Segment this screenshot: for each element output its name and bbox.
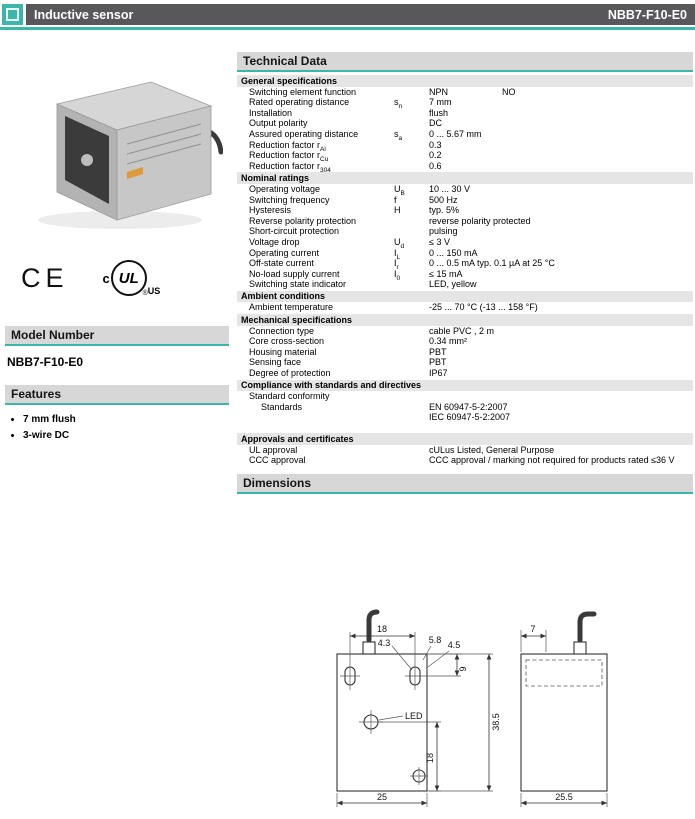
spec-label: Installation: [249, 107, 293, 118]
spec-symbol: [394, 455, 429, 466]
ce-mark: CE: [21, 262, 69, 293]
table-section-header: Compliance with standards and directives: [237, 380, 693, 392]
dim-offset-a: 5.8: [428, 634, 442, 645]
feature-item: • 3-wire DC: [23, 430, 229, 441]
spec-symbol: [394, 279, 429, 290]
spec-row: [237, 97, 693, 108]
dim-side-width: 25.5: [555, 791, 573, 802]
header-model-number: NBB7-F10-E0: [607, 7, 687, 22]
accent-rule: [0, 27, 695, 30]
spec-row: [237, 108, 693, 119]
spec-value: ≤ 15 mA: [429, 268, 463, 279]
spec-label: Rated operating distance: [249, 97, 350, 108]
spec-value: 7 mm: [429, 97, 452, 108]
spec-symbol: $U_d$: [394, 236, 405, 250]
feature-list: [23, 414, 229, 441]
spec-row: [237, 216, 693, 227]
spec-value: 0 ... 150 mA: [429, 247, 478, 258]
spec-value: [429, 391, 693, 402]
spec-value: cULus Listed, General Purpose: [429, 444, 555, 455]
spec-value: CCC approval / marking not required for products rated ≤36 V: [429, 455, 675, 466]
spec-row: [237, 402, 693, 423]
spec-symbol: [394, 336, 429, 347]
spec-value: 0 ... 5.67 mm: [429, 128, 482, 139]
spec-label: Ambient temperature: [249, 302, 334, 313]
dim-depth: 9: [458, 666, 468, 672]
spec-row: [237, 347, 693, 358]
spec-symbol: [394, 108, 429, 119]
spec-label: No-load supply current: [249, 268, 340, 279]
spec-symbol: $I_0$: [394, 268, 401, 282]
ul-mark-us: US: [147, 286, 161, 296]
spec-label: Assured operating distance: [249, 128, 359, 139]
dim-height: 38.5: [491, 713, 501, 731]
spec-label: Switching frequency: [249, 194, 330, 205]
technical-data-header: Technical Data: [237, 52, 693, 72]
spec-label: Off-state current: [249, 258, 314, 269]
dimension-drawing: [237, 504, 693, 819]
spec-symbol: [394, 216, 429, 227]
feature-item: • 7 mm flush: [23, 414, 229, 425]
spec-value: pulsing: [429, 226, 458, 237]
spec-row: [237, 336, 693, 347]
spec-value: 0.6: [429, 160, 442, 171]
table-section-header: Approvals and certificates: [237, 433, 693, 445]
spec-row: [237, 226, 693, 237]
spec-value: 0.3: [429, 139, 442, 150]
spec-value: DC: [429, 118, 442, 129]
spec-label: Housing material: [249, 346, 317, 357]
spec-row: [237, 269, 693, 280]
spec-value: PBT: [429, 357, 447, 368]
spec-row: [237, 368, 693, 379]
spec-label: Reverse polarity protection: [249, 215, 357, 226]
spec-label: Hysteresis: [249, 205, 292, 216]
spec-value: 500 Hz: [429, 194, 458, 205]
dimension-drawing-svg: [237, 504, 695, 814]
spec-value: IP67: [429, 368, 448, 379]
brand-logo-icon: [2, 4, 23, 25]
spec-label: UL approval: [249, 444, 298, 455]
table-section-header: Mechanical specifications: [237, 314, 693, 326]
header-bar: [26, 4, 695, 25]
spec-label: Degree of protection: [249, 368, 331, 379]
spec-label: Reduction factor $r_{Cu}$: [249, 150, 329, 163]
ul-mark: [103, 260, 161, 296]
spec-symbol: [394, 326, 429, 337]
table-section-header: Nominal ratings: [237, 172, 693, 184]
spec-label: Switching element function: [249, 86, 357, 97]
product-type-title: Inductive sensor: [34, 7, 134, 22]
spec-symbol: H: [394, 205, 401, 216]
spec-symbol: [394, 357, 429, 368]
spec-value: typ. 5%: [429, 205, 460, 216]
spec-row: [237, 161, 693, 172]
spec-label: Switching state indicator: [249, 279, 347, 290]
spec-value: 0.2: [429, 150, 442, 161]
spec-symbol: [394, 302, 429, 313]
spec-symbol: [394, 347, 429, 358]
table-section-header: General specifications: [237, 75, 693, 87]
spec-label: Reduction factor $r_{304}$: [249, 160, 331, 174]
spec-row: [237, 258, 693, 269]
spec-value: cable PVC , 2 m: [429, 325, 495, 336]
page-content: [5, 52, 693, 805]
spec-value: 0 ... 0.5 mA typ. 0.1 µA at 25 °C: [429, 258, 555, 269]
ul-mark-circle: [111, 260, 147, 296]
spec-symbol: [394, 368, 429, 379]
registered-icon: ®: [142, 290, 148, 297]
spec-row: [237, 391, 693, 402]
spec-row: [237, 248, 693, 259]
spec-label: Voltage drop: [249, 236, 300, 247]
ul-mark-core: UL: [118, 269, 139, 287]
spec-row: [237, 140, 693, 151]
spec-row: [237, 129, 693, 140]
spec-value: NPN NO: [429, 86, 516, 97]
certification-marks: [5, 240, 229, 312]
spec-row: [237, 87, 693, 98]
spec-value: -25 ... 70 °C (-13 ... 158 °F): [429, 302, 538, 313]
spec-symbol: [394, 87, 429, 98]
spec-symbol: $I_L$: [394, 247, 401, 261]
dim-offset-b: 4.5: [447, 639, 461, 650]
spec-row: [237, 326, 693, 337]
spec-value: reverse polarity protected: [429, 215, 531, 226]
technical-data-table: [237, 75, 693, 466]
dimensions-header: Dimensions: [237, 474, 693, 494]
spec-symbol: [394, 118, 429, 129]
spec-symbol: [394, 140, 429, 151]
spec-symbol: [394, 391, 429, 402]
spec-symbol: [394, 161, 429, 172]
spec-label: Reduction factor $r_{Al}$: [249, 139, 326, 153]
spec-symbol: [394, 150, 429, 161]
spec-label: Operating current: [249, 247, 320, 258]
spec-symbol: [394, 226, 429, 237]
spec-row: [237, 118, 693, 129]
spec-label: CCC approval: [249, 455, 306, 466]
spec-value: PBT: [429, 346, 447, 357]
ul-mark-c: c: [102, 270, 110, 286]
spec-value: 10 ... 30 V: [429, 183, 471, 194]
spec-row: [237, 279, 693, 290]
spec-value: LED, yellow: [429, 279, 477, 290]
spec-row: [237, 455, 693, 466]
spec-symbol: [394, 402, 429, 423]
product-photo: [5, 54, 229, 240]
dim-front-width: 25: [376, 791, 388, 802]
spec-label: Standards: [261, 401, 303, 412]
dim-side-top: 7: [530, 623, 536, 634]
spec-row: [237, 237, 693, 248]
spec-label: Connection type: [249, 325, 315, 336]
page-header: [0, 4, 695, 25]
spec-symbol: $s_n$: [394, 97, 403, 110]
spec-symbol: [394, 445, 429, 456]
spec-label: Operating voltage: [249, 183, 321, 194]
spec-symbol: $I_r$: [394, 258, 399, 271]
dim-top-width: 18: [376, 623, 388, 634]
spec-value: EN 60947-5-2:2007 IEC 60947-5-2:2007: [429, 401, 511, 423]
spec-symbol: $U_B$: [394, 183, 405, 197]
dim-hole-diameter: 4.3: [377, 637, 391, 648]
spec-row: [237, 150, 693, 161]
spec-label: Short-circuit protection: [249, 226, 340, 237]
spec-value-2: NO: [502, 86, 516, 97]
spec-value: ≤ 3 V: [429, 236, 450, 247]
spec-value: flush: [429, 107, 449, 118]
spec-row: [237, 445, 693, 456]
model-number-value: NBB7-F10-E0: [7, 355, 84, 369]
right-column: [237, 52, 693, 805]
spec-value: 0.34 mm²: [429, 336, 468, 347]
dim-led-to-bottom: 18: [425, 752, 435, 763]
spec-label: Standard conformity: [249, 391, 330, 402]
product-photo-image: [5, 54, 223, 240]
spec-row: [237, 184, 693, 195]
spec-label: Core cross-section: [249, 336, 325, 347]
left-column: [5, 52, 229, 805]
spec-symbol: $s_a$: [394, 128, 403, 142]
spec-label: Output polarity: [249, 118, 308, 129]
features-header: Features: [5, 385, 229, 405]
spec-row: [237, 357, 693, 368]
spec-label: Sensing face: [249, 357, 302, 368]
spec-row: [237, 205, 693, 216]
model-number-header: Model Number: [5, 326, 229, 346]
spec-row: [237, 195, 693, 206]
spec-row: [237, 302, 693, 313]
spec-symbol: f: [394, 194, 397, 205]
table-section-header: Ambient conditions: [237, 291, 693, 303]
led-label: LED: [405, 710, 423, 721]
